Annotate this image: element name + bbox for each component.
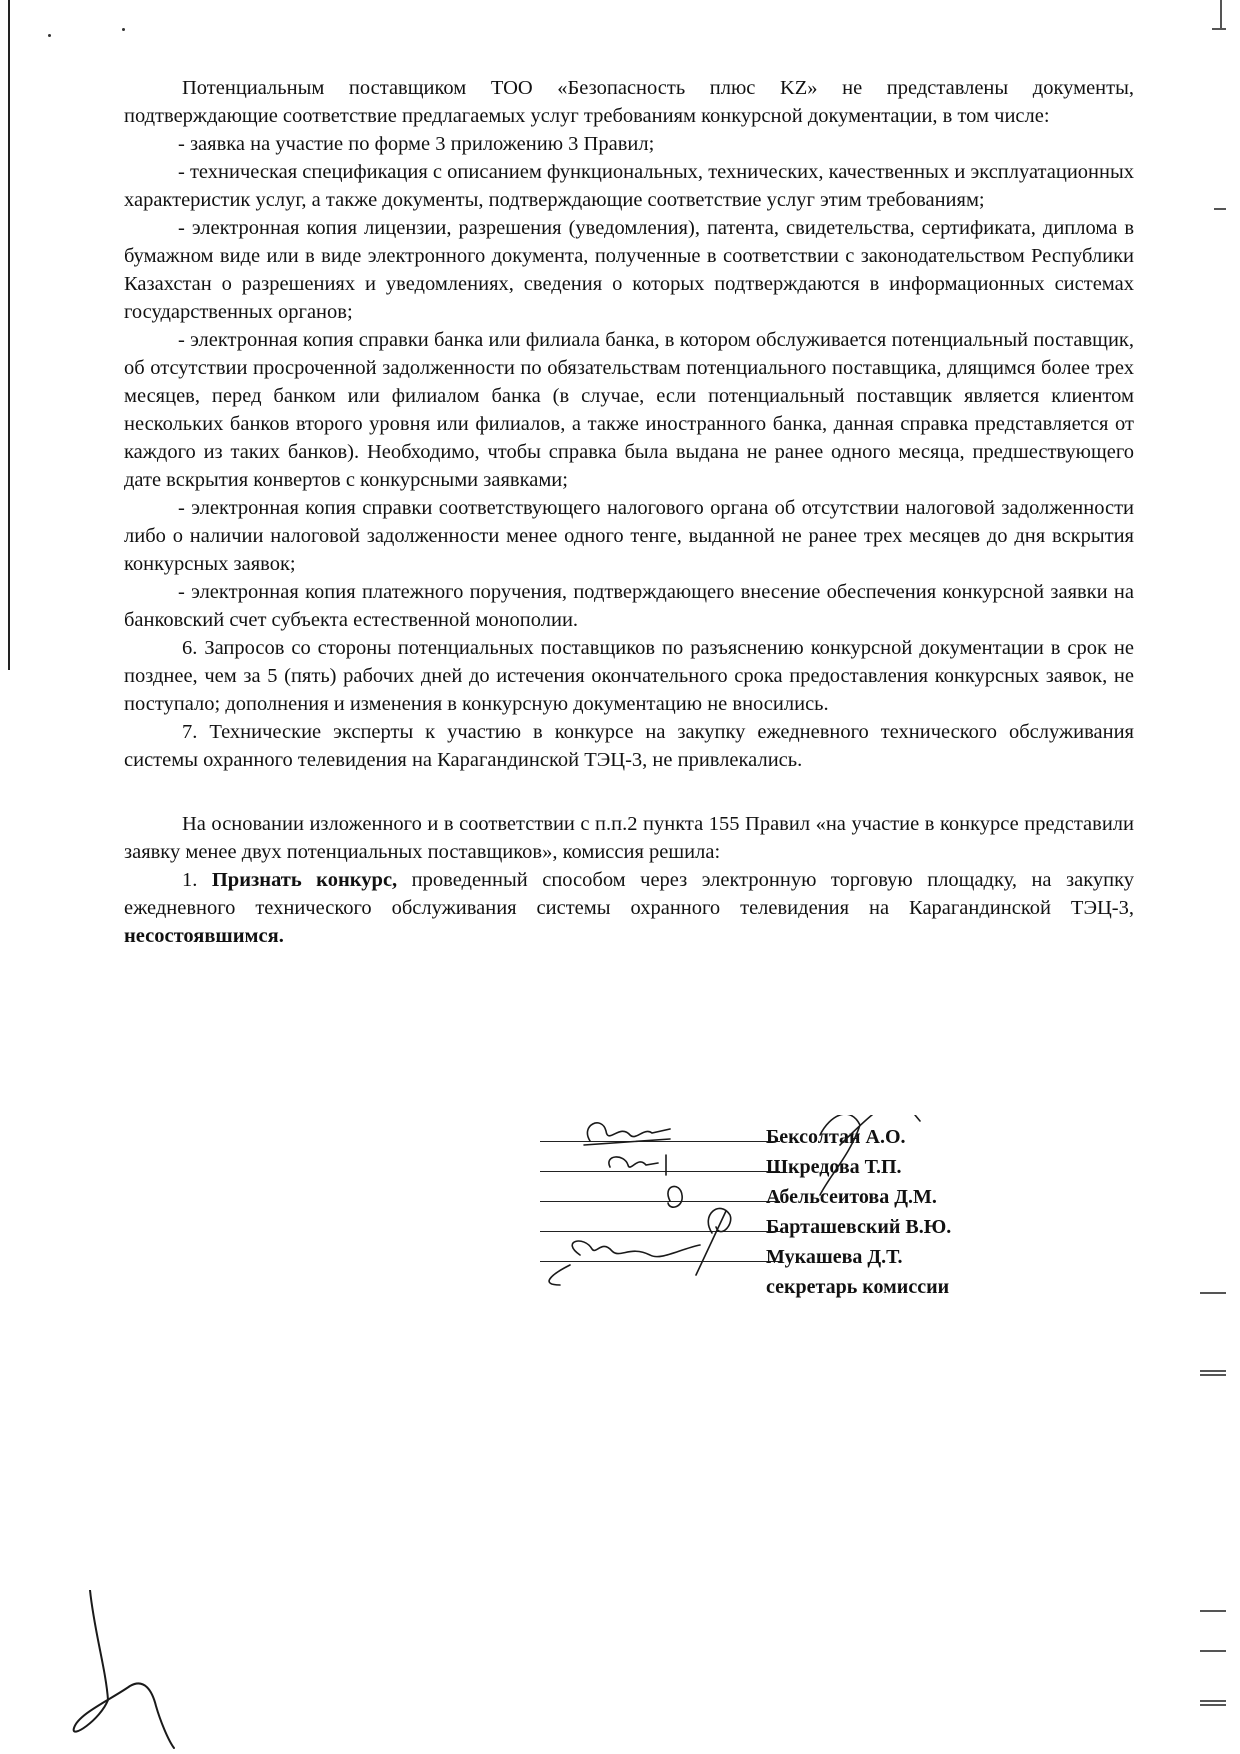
decision-bold-end: несостоявшимся. bbox=[124, 925, 284, 947]
handwritten-mark bbox=[60, 1590, 180, 1750]
scan-edge-mark bbox=[1200, 1610, 1226, 1612]
list-item: - электронная копия лицензии, разрешения (уведомления), патента, свидетельства, сертификата, диплома в бумажном виде или в виде электронного документа, полученные в соответствии с законодательством Республики Казахстан о разрешениях и уведомлениях, сведения о которых подтверждаются в информационных системах государственных органов; bbox=[124, 217, 1134, 323]
scan-edge-mark bbox=[1200, 1370, 1226, 1372]
signatory-name: Шкредова Т.П. bbox=[766, 1156, 902, 1178]
scan-edge-mark bbox=[1200, 1374, 1226, 1376]
list-item: - электронная копия справки соответствующего налогового органа об отсутствии налоговой задолженности либо о наличии налоговой задолженности менее одного тенге, выданной не ранее трех месяцев до дня вскрытия конкурсных заявок; bbox=[124, 497, 1134, 575]
paragraph-intro: Потенциальным поставщиком ТОО «Безопасность плюс KZ» не представлены документы, подтверждающие соответствие предлагаемых услуг требованиям конкурсной документации, в том числе: bbox=[124, 77, 1134, 127]
signatory-name: Бексолтан А.О. bbox=[766, 1126, 906, 1148]
list-item: - электронная копия платежного поручения, подтверждающего внесение обеспечения конкурсной заявки на банковский счет субъекта естественной монополии. bbox=[124, 581, 1134, 631]
list-item: - техническая спецификация с описанием функциональных, технических, качественных и эксплуатационных характеристик услуг, а также документы, подтверждающие соответствие услуг этим требованиям; bbox=[124, 161, 1134, 211]
signature-block bbox=[520, 1115, 1080, 1315]
scan-edge-mark bbox=[1214, 208, 1226, 210]
scan-edge-mark bbox=[1212, 28, 1226, 30]
scan-edge-mark bbox=[1200, 1704, 1226, 1706]
decision-middle: проведенный способом через электронную торговую площадку, на закупку ежедневного технического обслуживания системы охранного телевидения на Карагандинской ТЭЦ-3, bbox=[124, 869, 1135, 919]
list-item: - электронная копия справки банка или филиала банка, в котором обслуживается потенциальный поставщик, об отсутствии просроченной задолженности по обязательствам потенциального поставщика, длящимся более трех месяцев, перед банком или филиалом банка (в случае, если потенциальный поставщик является клиентом нескольких банков второго уровня или филиалов, а также иностранного банка, данная справка представляется от каждого из таких банков). Необходимо, чтобы справка была выдана не ранее одного месяца, предшествующего дате вскрытия конвертов с конкурсными заявками; bbox=[124, 329, 1134, 491]
decision-number: 1. bbox=[182, 869, 198, 891]
signatory-name: Абельсеитова Д.М. bbox=[766, 1186, 937, 1208]
signatory-name: Мукашева Д.Т. bbox=[766, 1246, 903, 1268]
decision-item bbox=[124, 866, 1134, 950]
decision-bold-start: Признать конкурс, bbox=[211, 869, 398, 891]
scan-edge-mark bbox=[1200, 1650, 1226, 1652]
scan-edge-line bbox=[8, 0, 10, 670]
scan-edge-mark bbox=[1220, 0, 1222, 30]
list-item: - заявка на участие по форме 3 приложению 3 Правил; bbox=[178, 133, 655, 155]
scan-speck bbox=[48, 34, 51, 37]
handwritten-signatures bbox=[520, 1115, 1080, 1315]
paragraph-item-6: 6. Запросов со стороны потенциальных поставщиков по разъяснению конкурсной документации в срок не позднее, чем за 5 (пять) рабочих дней до истечения окончательного срока предоставления конкурсных заявок, не поступало; дополнения и изменения в конкурсную документацию не вносились. bbox=[124, 637, 1134, 715]
signatory-name: Барташевский В.Ю. bbox=[766, 1216, 952, 1238]
scan-speck bbox=[122, 28, 125, 31]
scan-edge-mark bbox=[1200, 1700, 1226, 1702]
decision-intro: На основании изложенного и в соответствии с п.п.2 пункта 155 Правил «на участие в конкурсе представили заявку менее двух потенциальных поставщиков», комиссия решила: bbox=[124, 813, 1134, 863]
signatory-role: секретарь комиссии bbox=[766, 1276, 950, 1298]
body-text bbox=[124, 74, 1134, 950]
paragraph-item-7: 7. Технические эксперты к участию в конкурсе на закупку ежедневного технического обслуживания системы охранного телевидения на Карагандинской ТЭЦ-3, не привлекались. bbox=[124, 721, 1134, 771]
scan-edge-mark bbox=[1200, 1292, 1226, 1294]
